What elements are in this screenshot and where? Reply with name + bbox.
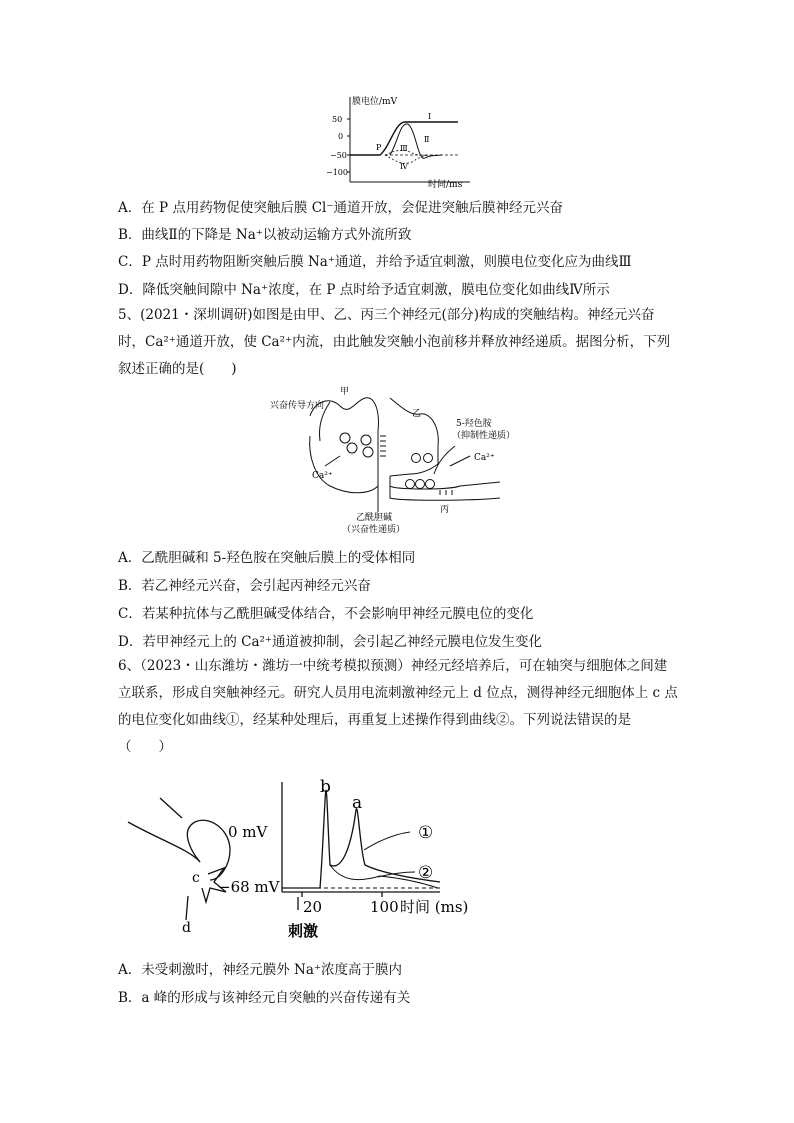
label-II: Ⅱ bbox=[424, 135, 430, 144]
axis-time: 时间 (ms) bbox=[400, 898, 469, 916]
q4-option-b: B．曲线Ⅱ的下降是 Na⁺以被动运输方式外流所致 bbox=[118, 227, 412, 243]
peak-a: a bbox=[352, 793, 363, 813]
q5-option-d: D．若甲神经元上的 Ca²⁺通道被抑制，会引起乙神经元膜电位发生变化 bbox=[118, 634, 543, 650]
peak-b: b bbox=[320, 777, 331, 797]
label-bing: 丙 bbox=[440, 505, 450, 515]
label-rest: −68 mV bbox=[218, 878, 280, 896]
label-P: P bbox=[376, 143, 382, 152]
figure-autapse bbox=[120, 770, 490, 950]
q6-stem: 6、（2023・山东潍坊・潍坊一中统考模拟预测）神经元经培养后，可在轴突与细胞体之间建立联系，形成自突触神经元。研究人员用电流刺激神经元上 d 位点，测得神经元细胞体上 c 点的电位变化如曲线①，经某种处理后，再重复上述操作得到曲线②。下列说法错误的是（ ） bbox=[118, 658, 678, 755]
label-zero: 0 mV bbox=[228, 823, 268, 841]
label-yi: 乙 bbox=[412, 409, 422, 419]
curve-2 bbox=[390, 124, 442, 158]
label-ca-right: Ca²⁺ bbox=[474, 453, 495, 463]
label-serotonin: 5-羟色胺 bbox=[456, 419, 492, 429]
label-c: c bbox=[192, 870, 200, 886]
label-d: d bbox=[182, 920, 191, 936]
q5-option-c: C．若某种抗体与乙酰胆碱受体结合，不会影响甲神经元膜电位的变化 bbox=[118, 606, 534, 622]
tick-20: 20 bbox=[303, 898, 323, 916]
figure-synapse bbox=[270, 386, 540, 538]
label-direction: 兴奋传导方向 bbox=[270, 401, 325, 411]
label-ach-note: （兴奋性递质） bbox=[342, 525, 406, 535]
q4-option-c: C．P 点时用药物阻断突触后膜 Na⁺通道，并给予适宜刺激，则膜电位变化应为曲线Ⅲ bbox=[118, 254, 632, 270]
q5-option-a: A．乙酰胆碱和 5-羟色胺在突触后膜上的受体相同 bbox=[118, 550, 416, 566]
q4-option-a: A．在 P 点用药物促使突触后膜 Cl⁻通道开放，会促进突触后膜神经元兴奋 bbox=[118, 200, 563, 216]
figure-membrane-potential bbox=[326, 92, 480, 190]
ylabel: 膜电位/mV bbox=[352, 97, 398, 107]
label-serotonin-note: （抑制性递质） bbox=[452, 431, 516, 441]
label-curve2: ② bbox=[418, 863, 434, 883]
q5-stem: 5、(2021・深圳调研)如图是由甲、乙、丙三个神经元(部分)构成的突触结构。神经元兴奋时，Ca²⁺通道开放，使 Ca²⁺内流，由此触发突触小泡前移并释放神经递质。据图分析，下列叙述正确的是( ) bbox=[118, 307, 671, 377]
label-III: Ⅲ bbox=[400, 144, 408, 153]
tick-100: 100 bbox=[370, 898, 399, 916]
label-IV: Ⅳ bbox=[400, 162, 408, 171]
q4-option-d: D．降低突触间隙中 Na⁺浓度，在 P 点时给予适宜刺激，膜电位变化如曲线Ⅳ所示 bbox=[118, 282, 610, 298]
tick-neg100: −100 bbox=[326, 168, 348, 177]
q6-option-a: A．未受刺激时，神经元膜外 Na⁺浓度高于膜内 bbox=[118, 962, 403, 978]
tick-neg50: −50 bbox=[330, 151, 347, 160]
xlabel: 时间/ms bbox=[428, 180, 463, 190]
label-I: Ⅰ bbox=[428, 112, 432, 121]
label-jia: 甲 bbox=[340, 387, 350, 397]
label-curve1: ① bbox=[418, 823, 434, 843]
label-ach: 乙酰胆碱 bbox=[356, 513, 393, 523]
q5-option-b: B．若乙神经元兴奋，会引起丙神经元兴奋 bbox=[118, 578, 371, 594]
label-stim: 刺激 bbox=[288, 922, 319, 940]
tick-0: 0 bbox=[338, 132, 344, 141]
tick-50: 50 bbox=[332, 115, 343, 124]
q6-option-b: B．a 峰的形成与该神经元自突触的兴奋传递有关 bbox=[118, 990, 411, 1006]
label-ca-left: Ca²⁺ bbox=[312, 471, 333, 481]
